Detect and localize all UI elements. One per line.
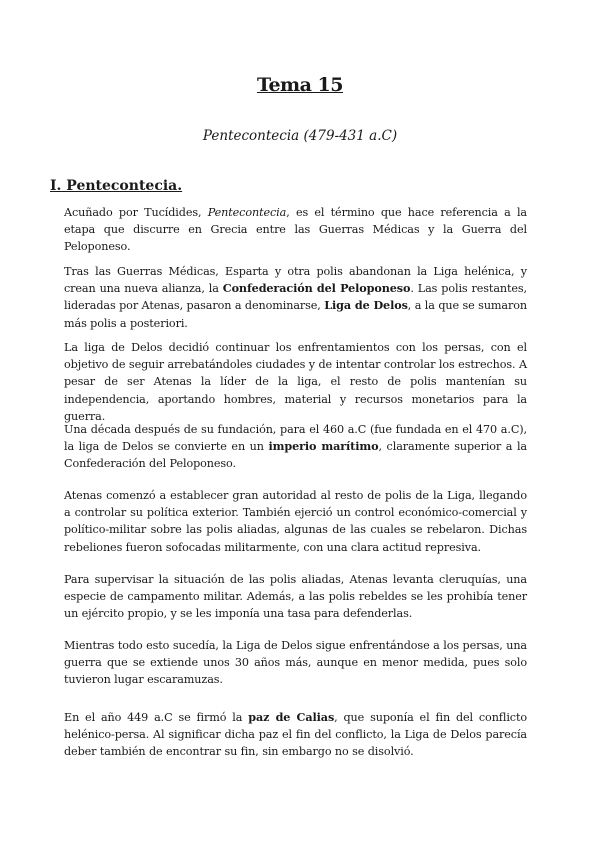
paragraph-8-text-b: , que suponía el fin del conflicto helénico-persa. Al significar dicha paz el fin del conflicto, la Liga de Delos parecía deber también de encontrar su fin, sin embargo no se disolvió. (64, 711, 527, 759)
section-heading: I. Pentecontecia. (50, 178, 183, 194)
paragraph-4-text-a: Una década después de su fundación, para el 460 a.C (fue fundada en el 470 a.C), la liga de Delos se convierte en un (64, 423, 527, 454)
page-title: Tema 15 (256, 74, 344, 96)
paragraph-7: Mientras todo esto sucedía, la Liga de Delos sigue enfrentándose a los persas, una guerra que se extiende unos 30 años más, aunque en menor medida, pues solo tuvieron lugar escaramuzas. (64, 639, 527, 687)
paragraph-1 (64, 204, 527, 256)
paragraph-4-text-b: , claramente superior a la Confederación del Peloponeso. (64, 440, 527, 471)
term-paz-calias: paz de Calias (248, 710, 335, 724)
paragraph-2-text-c: , a la que se sumaron más polis a posteriori. (64, 299, 527, 330)
paragraph-6: Para supervisar la situación de las polis aliadas, Atenas levanta cleruquías, una especie de campamento militar. Además, a las polis rebeldes se les prohibía tener un ejército propio, y se les imponía una tasa para defenderlas. (64, 573, 527, 621)
paragraph-2-text-a: Tras las Guerras Médicas, Esparta y otra polis abandonan la Liga helénica, y crean una nueva alianza, la (64, 265, 527, 296)
term-confederacion: Confederación del Peloponeso (222, 281, 411, 296)
term-liga-delos: Liga de Delos (324, 298, 408, 313)
term-imperio-maritimo: imperio marítimo (268, 439, 379, 454)
paragraph-8-text-a: En el año 449 a.C se firmó la (64, 711, 249, 724)
paragraph-1-text-b: , es el término que hace referencia a la etapa que discurre en Grecia entre las Guerras Médicas y la Guerra del Peloponeso. (64, 206, 527, 254)
paragraph-2-text-b: . Las polis restantes, lideradas por Atenas, pasaron a denominarse, (64, 282, 528, 313)
term-pentecontecia: Pentecontecia (207, 206, 287, 219)
paragraph-3: La liga de Delos decidió continuar los enfrentamientos con los persas, con el objetivo de seguir arrebatándoles ciudades y de intentar controlar los estrechos. A pesar de ser Atenas la líder de la liga, el resto de polis mantenían su independencia, aportando hombres, material y recursos monetarios para la guerra. (64, 341, 527, 423)
paragraph-8 (64, 709, 527, 761)
paragraph-4 (64, 421, 527, 473)
page-subtitle: Pentecontecia (479-431 a.C) (202, 128, 398, 144)
paragraph-2 (64, 263, 527, 332)
paragraph-5: Atenas comenzó a establecer gran autoridad al resto de polis de la Liga, llegando a controlar su política exterior. También ejerció un control económico-comercial y político-militar sobre las polis aliadas, algunas de las cuales se rebelaron. Dichas rebeliones fueron sofocadas militarmente, con una clara actitud represiva. (64, 489, 527, 554)
paragraph-1-text-a: Acuñado por Tucídides, (64, 206, 208, 219)
